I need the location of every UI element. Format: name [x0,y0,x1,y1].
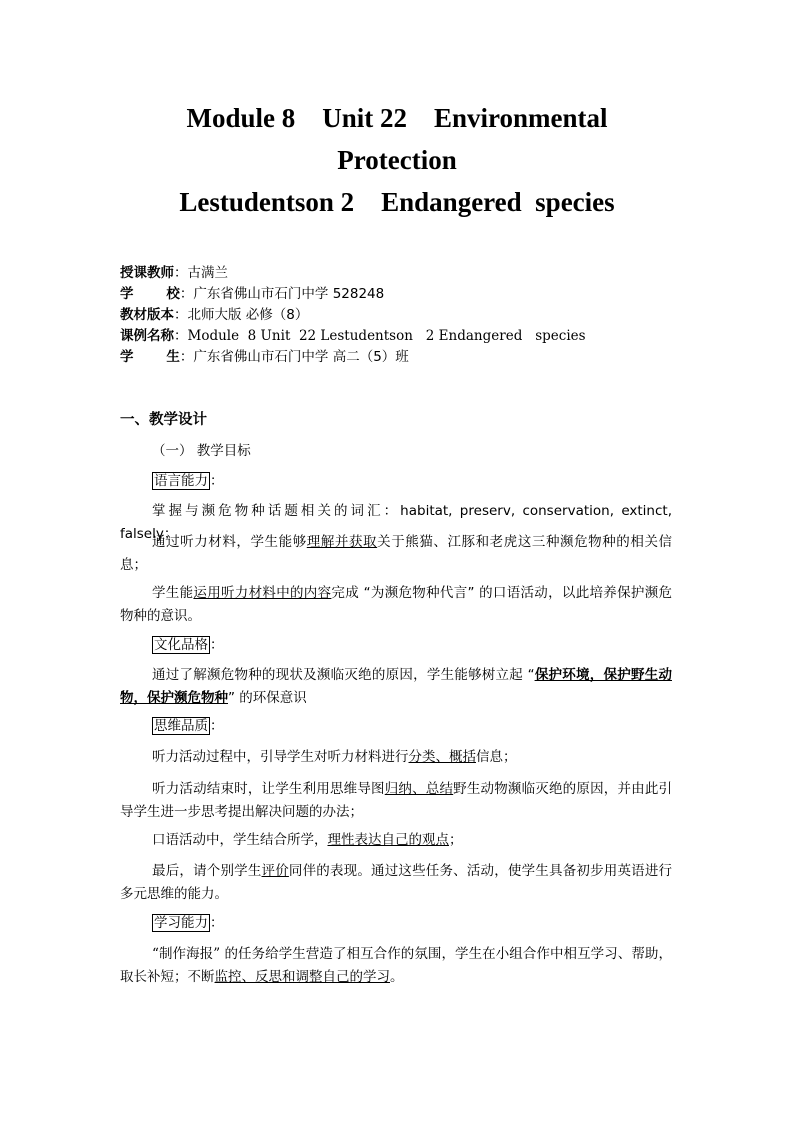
section-heading: 一、教学设计 [120,412,207,428]
meta-lesson: 课例名称：Module 8 Unit 22 Lestudentson 2 Endangered species [120,328,586,344]
thinking-para-4: 最后，请个别学生评价同伴的表现。通过这些任务、活动，使学生具备初步用英语进行多元思维的能力。 [120,863,673,902]
thinking-para-2: 听力活动结束时，让学生利用思维导图归纳、总结野生动物濒临灭绝的原因，并由此引导学生进一步思考提出解决问题的办法； [120,781,673,820]
meta-school: 学 校：广东省佛山市石门中学 528248 [120,286,385,302]
subsection-heading: （一） 教学目标 [152,443,251,459]
meta-student: 学 生：广东省佛山市石门中学 高二（5）班 [120,349,409,365]
title-line-3: Lestudentson 2 Endangered species [179,187,615,217]
meta-teacher: 授课教师：古满兰 [120,265,228,281]
lang-para-2: 通过听力材料，学生能够理解并获取关于熊猫、江豚和老虎这三种濒危物种的相关信息； [120,534,673,573]
label-culture: 文化品格 ： [154,637,224,653]
thinking-para-3: 口语活动中，学生结合所学，理性表达自己的观点； [152,832,463,848]
label-learning: 学习能力 ： [154,915,224,931]
title-line-1: Module 8 Unit 22 Environmental [186,103,608,133]
label-language: 语言能力 ： [154,473,224,489]
title-line-2: Protection [337,145,457,175]
culture-para-1: 通过了解濒危物种的现状及濒临灭绝的原因，学生能够树立起 “保护环境，保护野生动物，保护濒危物种” 的环保意识 [120,667,672,706]
lang-para-1: 掌握与濒危物种话题相关的词汇：habitat, preserv, conservation, extinct, falsely； [120,503,672,542]
meta-textbook: 教材版本：北师大版 必修（8） [120,307,309,323]
thinking-para-1: 听力活动过程中，引导学生对听力材料进行分类、概括信息； [152,749,517,765]
lesson-meta [120,263,680,368]
label-thinking: 思维品质 ： [154,718,224,734]
learning-para-1: “制作海报” 的任务给学生营造了相互合作的氛围，学生在小组合作中相互学习、帮助，取长补短；不断监控、反思和调整自己的学习。 [120,946,672,985]
lang-para-3: 学生能运用听力材料中的内容完成 “为濒危物种代言” 的口语活动，以此培养保护濒危物种的意识。 [120,585,673,624]
